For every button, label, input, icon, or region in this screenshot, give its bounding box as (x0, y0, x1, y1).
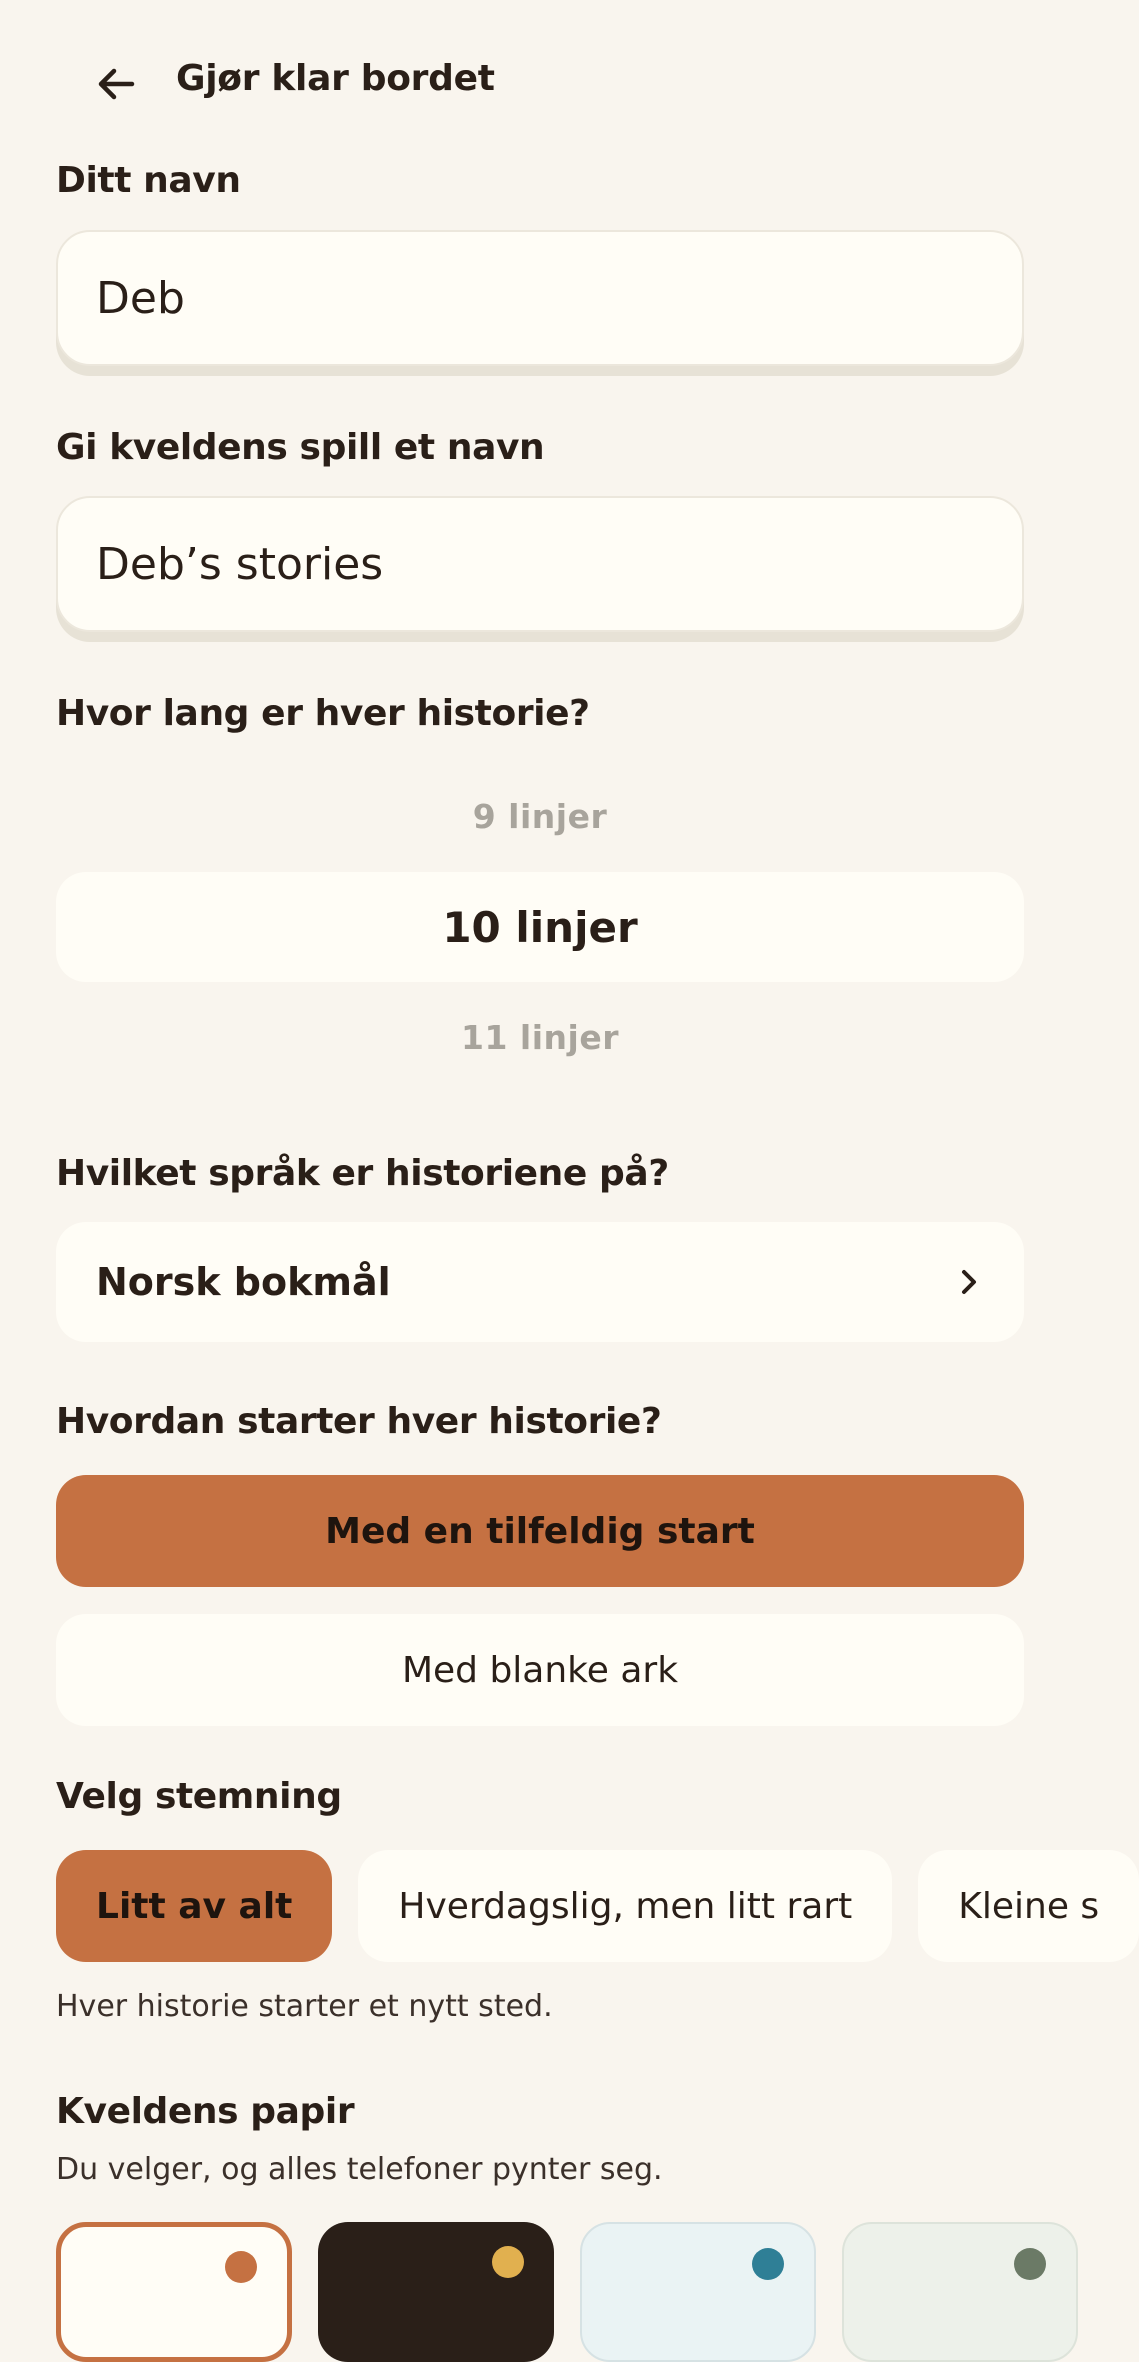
color-dot-icon (1014, 2248, 1046, 2280)
language-value: Norsk bokmål (96, 1260, 391, 1304)
length-option-previous[interactable]: 9 linjer (472, 797, 608, 836)
language-label: Hvilket språk er historiene på? (56, 1153, 669, 1194)
mood-helper-text: Hver historie starter et nytt sted. (56, 1989, 553, 2024)
mood-chip-list[interactable] (56, 1850, 1100, 1962)
game-name-label: Gi kveldens spill et navn (56, 427, 545, 468)
chevron-right-icon (954, 1267, 984, 1297)
paper-swatch-ice[interactable] (580, 2222, 816, 2362)
start-blank-button[interactable]: Med blanke ark (56, 1614, 1024, 1726)
page-title: Gjør klar bordet (176, 58, 495, 99)
name-input-value: Deb (96, 272, 185, 324)
mood-chip-litt-av-alt[interactable]: Litt av alt (56, 1850, 332, 1962)
color-dot-icon (225, 2251, 257, 2283)
paper-helper-text: Du velger, og alles telefoner pynter seg. (56, 2152, 663, 2187)
language-selector[interactable] (56, 1222, 1024, 1342)
length-label: Hvor lang er hver historie? (56, 693, 590, 734)
color-dot-icon (752, 2248, 784, 2280)
paper-label: Kveldens papir (56, 2091, 355, 2132)
color-dot-icon (492, 2246, 524, 2278)
back-button[interactable] (82, 50, 150, 118)
mood-label: Velg stemning (56, 1776, 342, 1817)
start-mode-label: Hvordan starter hver historie? (56, 1401, 662, 1442)
length-option-next[interactable]: 11 linjer (461, 1018, 619, 1057)
paper-swatch-cream[interactable] (56, 2222, 292, 2362)
start-random-button[interactable]: Med en tilfeldig start (56, 1475, 1024, 1587)
length-option-selected[interactable]: 10 linjer (56, 872, 1024, 982)
paper-swatch-dark[interactable] (318, 2222, 554, 2362)
mood-chip-hverdagslig[interactable]: Hverdagslig, men litt rart (358, 1850, 892, 1962)
mood-chip-kleine[interactable]: Kleine s (918, 1850, 1139, 1962)
name-input[interactable] (56, 230, 1024, 366)
paper-swatch-list[interactable] (56, 2222, 1024, 2341)
name-label: Ditt navn (56, 160, 241, 201)
arrow-left-icon (94, 62, 138, 106)
game-name-input-value: Deb’s stories (96, 538, 384, 590)
game-name-input[interactable] (56, 496, 1024, 632)
paper-swatch-sage[interactable] (842, 2222, 1078, 2362)
